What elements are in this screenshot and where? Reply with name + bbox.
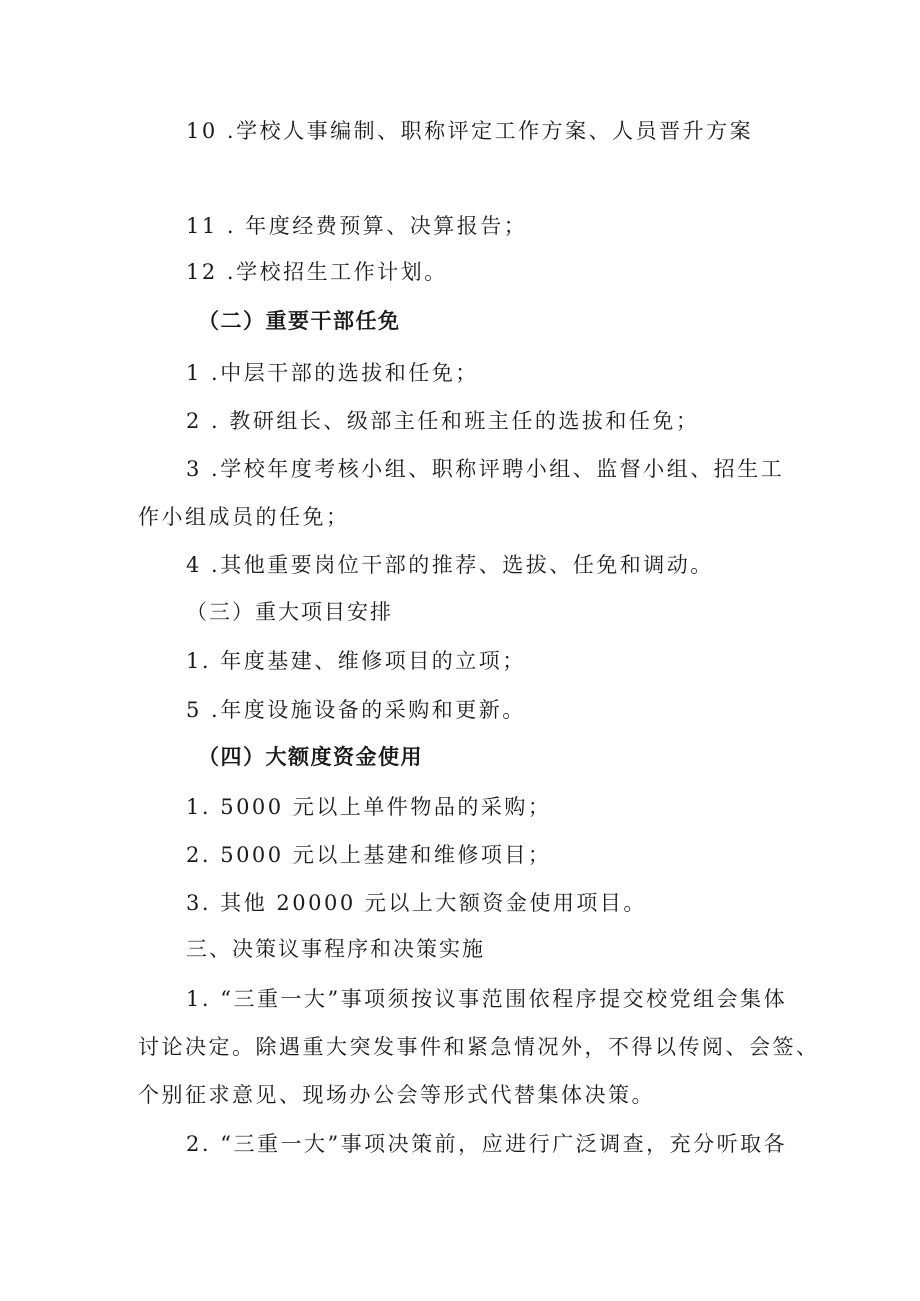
paragraph-1-line-3: 个别征求意见、现场办公会等形式代替集体决策。 (138, 1083, 655, 1107)
section-heading-large-funds: （四）大额度资金使用 (198, 745, 423, 769)
list-item-11-budget-report: 11 . 年度经费预算、决算报告； (186, 214, 528, 238)
section-heading-decision-procedure: 三、决策议事程序和决策实施 (186, 937, 485, 961)
paragraph-2-line-1: 2. “三重一大”事项决策前，应进行广泛调查，充分听取各 (186, 1132, 788, 1156)
list-item-4-other-posts: 4 .其他重要岗位干部的推荐、选拔、任免和调动。 (186, 553, 714, 577)
list-item-1-construction-projects: 1. 年度基建、维修项目的立项； (186, 649, 526, 673)
paragraph-1-line-2: 讨论决定。除遇重大突发事件和紧急情况外，不得以传阅、会签、 (138, 1035, 820, 1059)
list-item-1-single-purchase: 1. 5000 元以上单件物品的采购； (186, 795, 552, 819)
list-item-2-group-leaders: 2 . 教研组长、级部主任和班主任的选拔和任免； (186, 409, 700, 433)
section-heading-major-projects: （三）重大项目安排 (186, 600, 393, 624)
list-item-3-committees: 3 .学校年度考核小组、职称评聘小组、监督小组、招生工 (186, 457, 785, 481)
list-item-3-other-large-funds: 3. 其他 20000 元以上大额资金使用项目。 (186, 891, 647, 915)
list-item-2-construction-maintenance: 2. 5000 元以上基建和维修项目； (186, 843, 552, 867)
list-item-12-enrollment-plan: 12 .学校招生工作计划。 (186, 260, 448, 284)
section-heading-cadre-appointment: （二）重要干部任免 (198, 309, 401, 333)
paragraph-1-line-1: 1. “三重一大”事项须按议事范围依程序提交校党组会集体 (186, 987, 788, 1011)
list-item-1-middle-cadres: 1 .中层干部的选拔和任免； (186, 361, 479, 385)
list-item-5-equipment-purchase: 5 .年度设施设备的采购和更新。 (186, 698, 526, 722)
list-item-3-continuation: 作小组成员的任免； (138, 505, 350, 529)
list-item-10-personnel-plan: 10 .学校人事编制、职称评定工作方案、人员晋升方案 (186, 119, 754, 143)
